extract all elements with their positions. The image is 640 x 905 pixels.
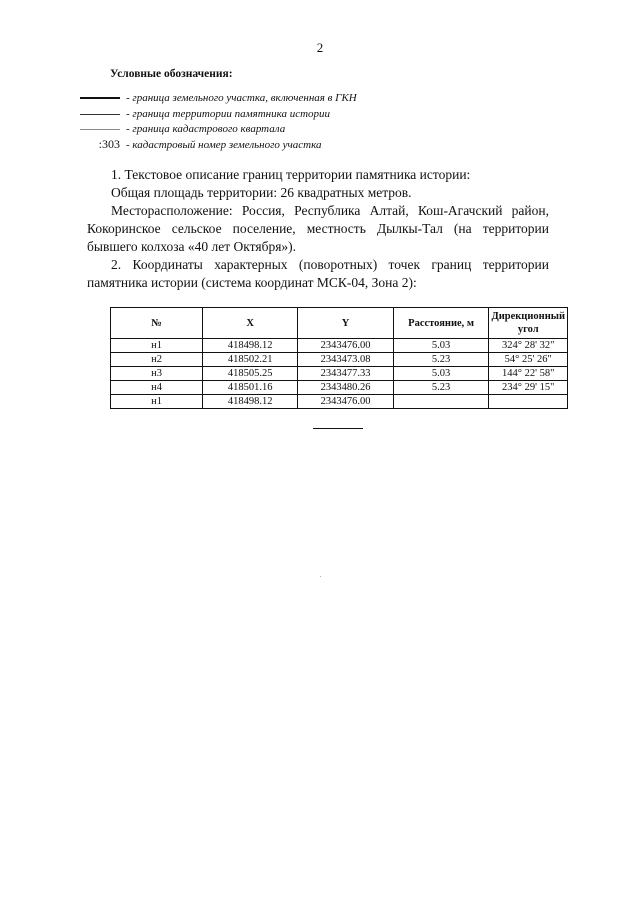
column-header: Y: [298, 308, 393, 339]
table-cell: 144° 22' 58": [489, 367, 568, 381]
page-number: 2: [316, 40, 324, 55]
table-cell: 2343473.08: [298, 353, 393, 367]
table-row: [111, 395, 568, 409]
table-cell: 418498.12: [203, 395, 298, 409]
cadastral-code: :303: [98, 137, 120, 151]
table-cell: 5.03: [393, 339, 489, 353]
scan-dot: [320, 576, 321, 577]
thin-line-symbol: [80, 114, 120, 115]
table-cell: 2343480.26: [298, 381, 393, 395]
table-row: [111, 381, 568, 395]
location-text: Месторасположение: Россия, Республика Алтай, Кош-Агачский район, Кокоринское сельское поселение, местность Дылкы-Тал (на территории бывшего колхоза «40 лет Октября»).: [87, 203, 549, 254]
table-cell: н1: [111, 339, 203, 353]
table-cell: н1: [111, 395, 203, 409]
column-header: Расстояние, м: [393, 308, 489, 339]
thick-line-symbol: [80, 97, 120, 99]
legend-item-label: - кадастровый номер земельного участка: [126, 138, 322, 151]
table-cell: 418505.25: [203, 367, 298, 381]
table-cell: н4: [111, 381, 203, 395]
column-header: X: [203, 308, 298, 339]
section-2-heading: 2. Координаты характерных (поворотных) точек границ территории памятника истории (система координат МСК-04, Зона 2):: [87, 257, 549, 290]
table-cell: 5.23: [393, 381, 489, 395]
table-cell: [489, 395, 568, 409]
column-header: №: [111, 308, 203, 339]
legend-item-land-plot: [80, 92, 357, 104]
legend-item-label: - граница территории памятника истории: [126, 108, 331, 120]
table-cell: н3: [111, 367, 203, 381]
table-row: [111, 353, 568, 367]
legend-item-cadastral-block: [80, 123, 285, 135]
table-cell: 5.03: [393, 367, 489, 381]
table-cell: 418498.12: [203, 339, 298, 353]
legend-title: Условные обозначения:: [110, 68, 233, 80]
column-header: Дирекционный угол: [489, 308, 568, 339]
table-cell: [393, 395, 489, 409]
table-row: [111, 339, 568, 353]
table-row: [111, 367, 568, 381]
section-1: [87, 166, 549, 292]
area-text: Общая площадь территории: 26 квадратных метров.: [111, 185, 412, 200]
table-cell: 5.23: [393, 353, 489, 367]
table-cell: н2: [111, 353, 203, 367]
legend-item-label: - граница земельного участка, включенная в ГКН: [126, 92, 357, 104]
table-cell: 54° 25' 26": [489, 353, 568, 367]
legend-item-label: - граница кадастрового квартала: [126, 123, 286, 135]
coordinates-table: [110, 307, 568, 409]
table-cell: 234° 29' 15": [489, 381, 568, 395]
end-divider: [313, 428, 363, 429]
table-cell: 418502.21: [203, 353, 298, 367]
table-header-row: [111, 308, 568, 339]
faint-line-symbol: [80, 129, 120, 130]
section-1-heading: 1. Текстовое описание границ территории памятника истории:: [111, 167, 471, 182]
table-cell: 324° 28' 32": [489, 339, 568, 353]
table-cell: 2343476.00: [298, 339, 393, 353]
table-cell: 418501.16: [203, 381, 298, 395]
legend-item-monument-boundary: [80, 108, 330, 120]
table-cell: 2343477.33: [298, 367, 393, 381]
legend-item-cadastral-number: [80, 137, 322, 152]
table-cell: 2343476.00: [298, 395, 393, 409]
